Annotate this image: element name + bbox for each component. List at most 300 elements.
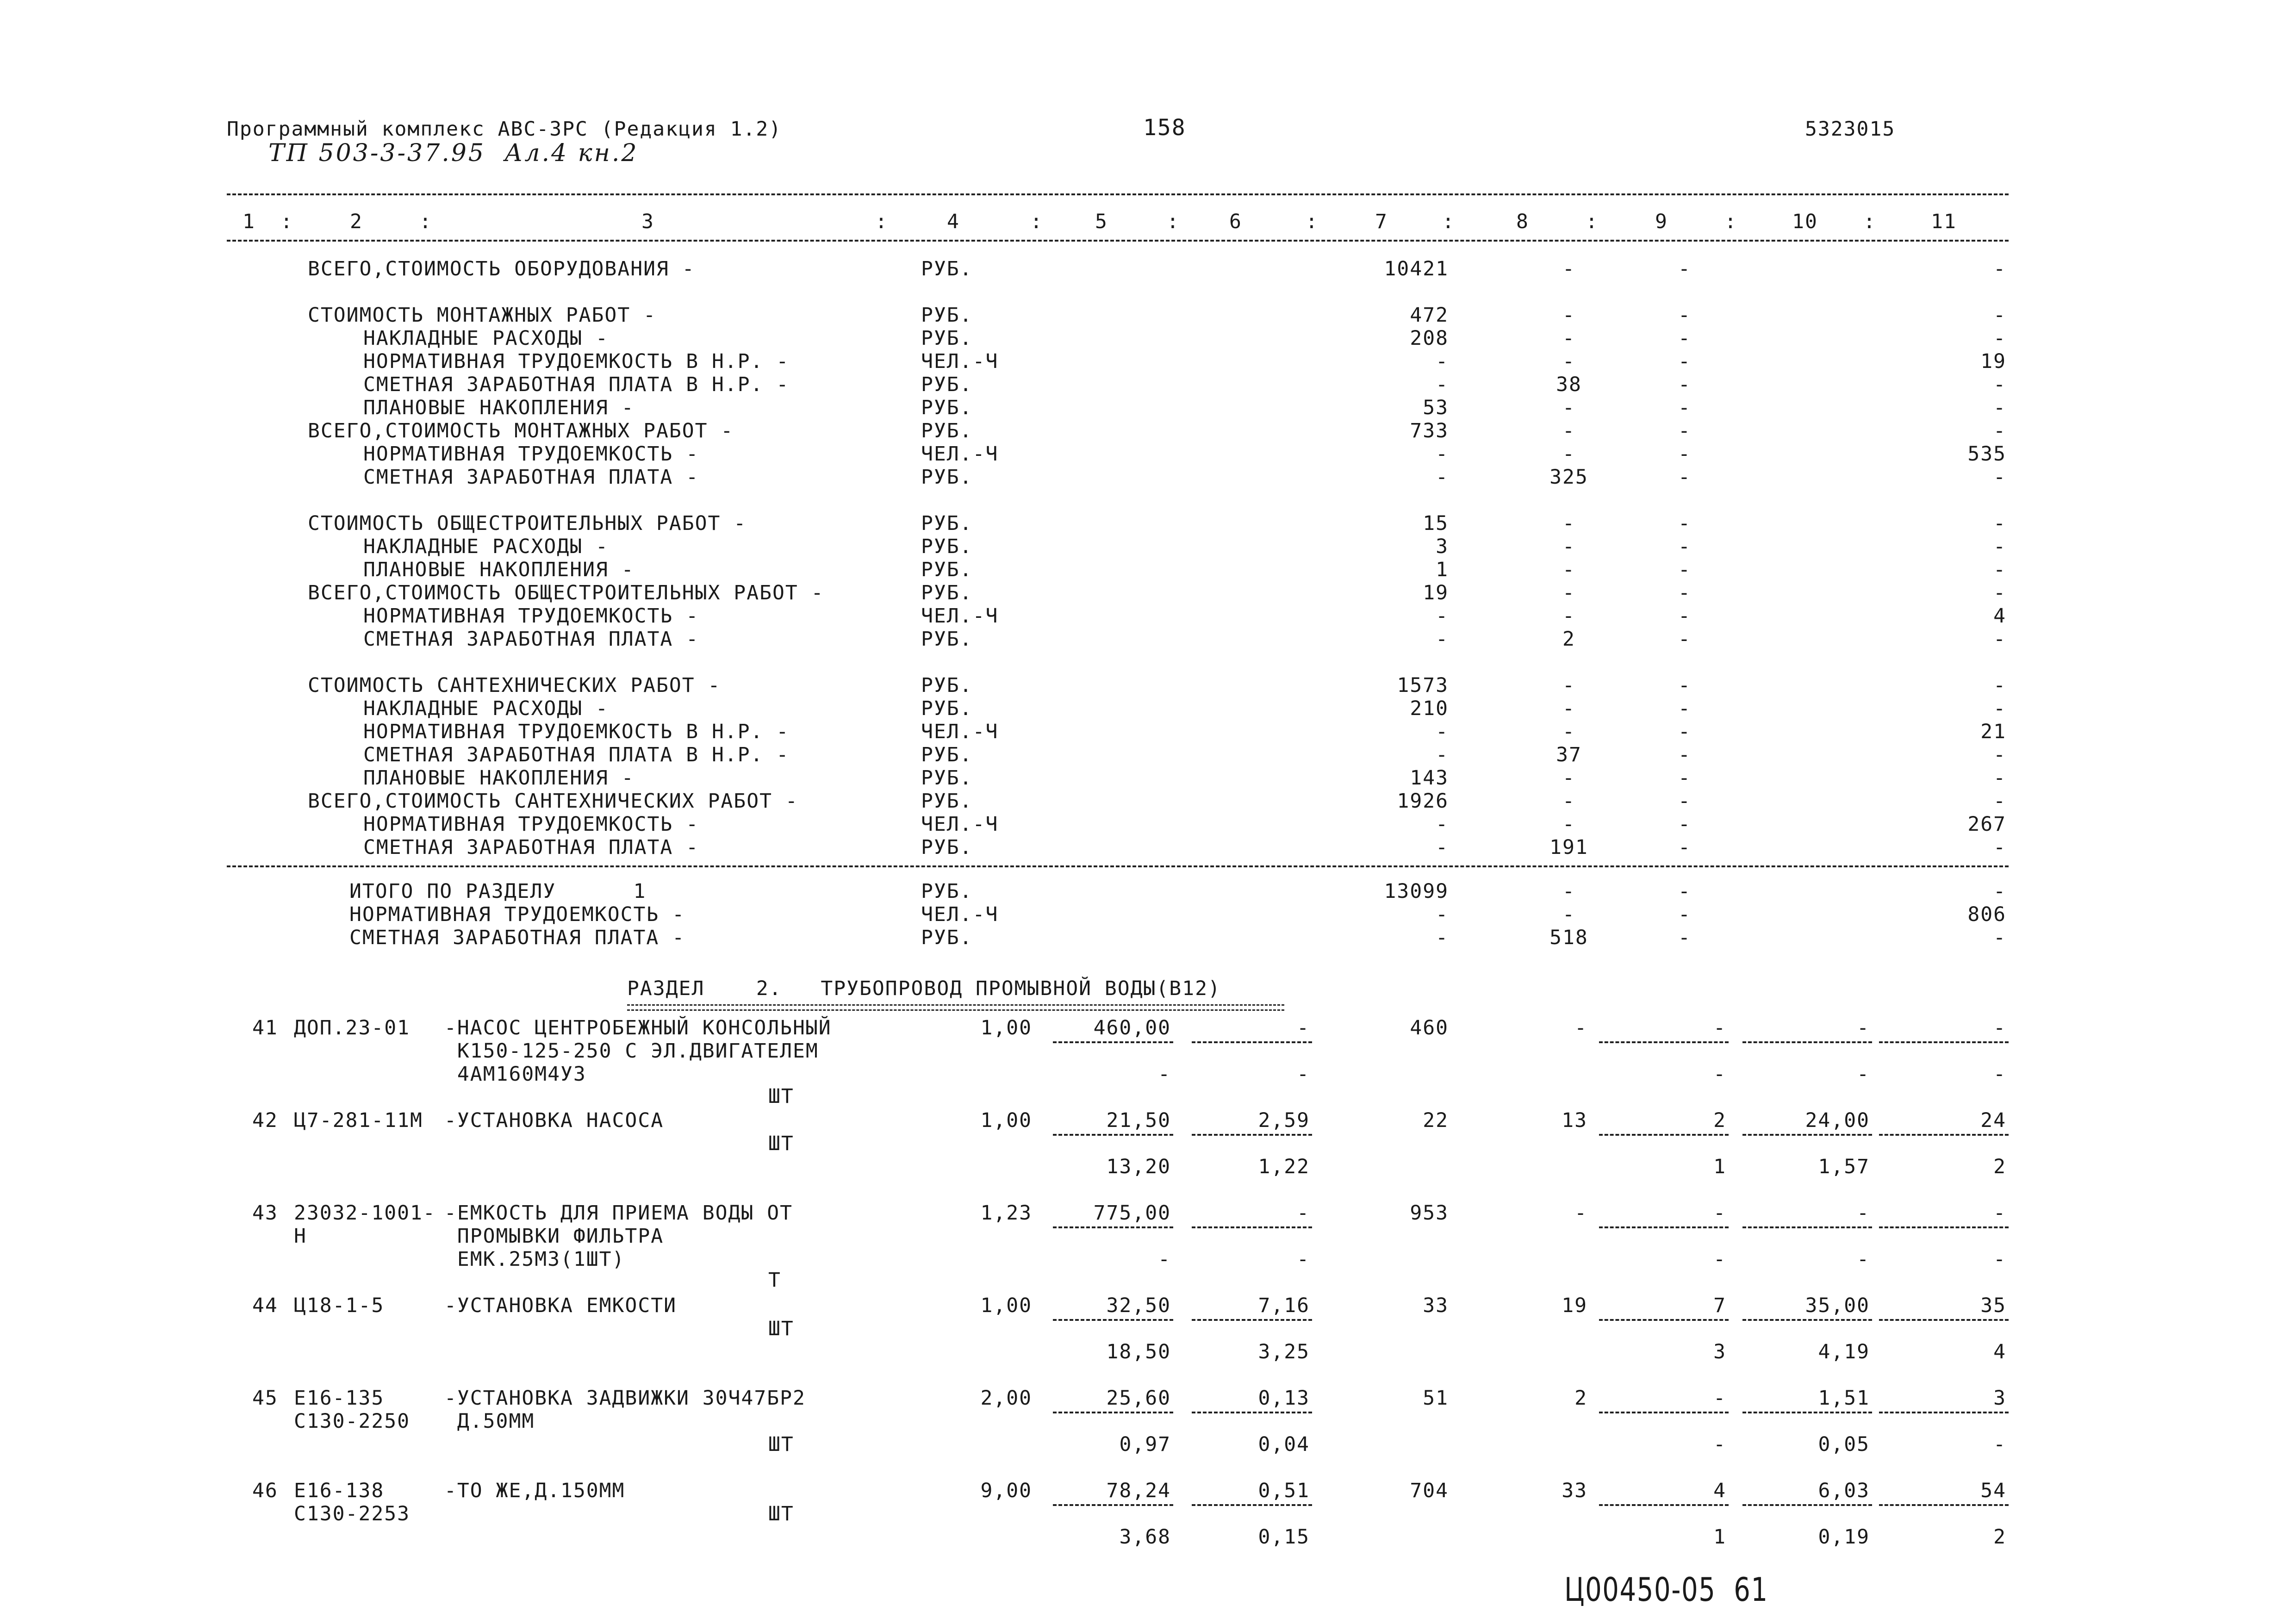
summary-row-col9: - xyxy=(1678,442,1691,466)
item-code: 23032-1001- xyxy=(294,1201,436,1225)
total-row-col8: - xyxy=(1562,903,1575,926)
item-machine-cost: 2,59 xyxy=(1258,1109,1310,1132)
item-col11: 54 xyxy=(1980,1479,2006,1502)
item-col8: 13 xyxy=(1562,1109,1587,1132)
item-total-cost: 51 xyxy=(1423,1387,1449,1410)
summary-row-col7: - xyxy=(1436,720,1449,743)
summary-row-unit: РУБ. xyxy=(921,257,973,280)
summary-row-unit: РУБ. xyxy=(921,373,973,396)
total-row-col7: - xyxy=(1436,903,1449,926)
total-row-col8: - xyxy=(1562,880,1575,903)
item-col10: 1,51 xyxy=(1818,1387,1870,1410)
fraction-line xyxy=(1053,1319,1173,1321)
summary-row-label: НОРМАТИВНАЯ ТРУДОЕМКОСТЬ В Н.Р. - xyxy=(363,720,790,743)
item-col9-wage: - xyxy=(1713,1248,1726,1271)
item-code: Н xyxy=(294,1225,307,1248)
item-col8: - xyxy=(1574,1016,1587,1039)
rule-top xyxy=(227,193,2009,195)
item-col8: 2 xyxy=(1574,1387,1587,1410)
summary-row-col8: 191 xyxy=(1549,836,1588,859)
fraction-line xyxy=(1192,1319,1312,1321)
fraction-line xyxy=(1053,1226,1173,1228)
fraction-line xyxy=(1599,1504,1729,1506)
item-description: 4АМ160М4У3 xyxy=(444,1063,586,1086)
summary-row-label: ПЛАНОВЫЕ НАКОПЛЕНИЯ - xyxy=(363,766,635,790)
fraction-line xyxy=(1192,1041,1312,1043)
summary-row-col11: 267 xyxy=(1967,813,2006,836)
column-separator: : xyxy=(875,210,888,233)
summary-row-col7: - xyxy=(1436,350,1449,373)
item-number: 46 xyxy=(252,1479,278,1502)
fraction-line xyxy=(1192,1134,1312,1136)
section-2-title-underline xyxy=(627,1004,1284,1011)
summary-row-col8: - xyxy=(1562,419,1575,442)
item-machine-cost: - xyxy=(1297,1016,1310,1039)
item-col10-wage: 4,19 xyxy=(1818,1340,1870,1363)
item-description: К150-125-250 С ЭЛ.ДВИГАТЕЛЕМ xyxy=(444,1039,819,1063)
fraction-line xyxy=(1742,1041,1872,1043)
fraction-line xyxy=(1742,1412,1872,1413)
item-unit: ШТ xyxy=(768,1502,794,1525)
fraction-line xyxy=(1192,1412,1312,1413)
column-header-8: 8 xyxy=(1516,210,1529,233)
summary-row-unit: ЧЕЛ.-Ч xyxy=(921,813,999,836)
item-col8: 33 xyxy=(1562,1479,1587,1502)
item-code: Ц18-1-5 xyxy=(294,1294,385,1317)
summary-row-col8: - xyxy=(1562,327,1575,350)
summary-row-col9: - xyxy=(1678,604,1691,628)
fraction-line xyxy=(1192,1226,1312,1228)
total-row-unit: РУБ. xyxy=(921,880,973,903)
item-total-cost: 33 xyxy=(1423,1294,1449,1317)
summary-row-col8: - xyxy=(1562,604,1575,628)
summary-row-col11: - xyxy=(1993,558,2006,581)
summary-row-col11: - xyxy=(1993,327,2006,350)
summary-row-label: СМЕТНАЯ ЗАРАБОТНАЯ ПЛАТА - xyxy=(363,466,699,489)
summary-row-unit: РУБ. xyxy=(921,396,973,419)
column-separator: : xyxy=(1167,210,1180,233)
summary-row-unit: ЧЕЛ.-Ч xyxy=(921,442,999,466)
summary-row-label: НОРМАТИВНАЯ ТРУДОЕМКОСТЬ В Н.Р. - xyxy=(363,350,790,373)
total-row-col9: - xyxy=(1678,880,1691,903)
summary-row-unit: РУБ. xyxy=(921,766,973,790)
column-separator: : xyxy=(1586,210,1599,233)
summary-row-col7: 10421 xyxy=(1384,257,1449,280)
item-number: 43 xyxy=(252,1201,278,1225)
item-code: С130-2250 xyxy=(294,1410,410,1433)
item-unit-price: 21,50 xyxy=(1106,1109,1171,1132)
summary-row-label: ВСЕГО,СТОИМОСТЬ САНТЕХНИЧЕСКИХ РАБОТ - xyxy=(308,790,798,813)
total-row-label: ИТОГО ПО РАЗДЕЛУ 1 xyxy=(349,880,647,903)
summary-row-col11: - xyxy=(1993,466,2006,489)
program-header: Программный комплекс АВС-3РС (Редакция 1.2) xyxy=(227,118,782,141)
fraction-line xyxy=(1742,1504,1872,1506)
item-col11-wage: - xyxy=(1993,1248,2006,1271)
item-wage-per-unit: - xyxy=(1158,1063,1171,1086)
summary-row-col9: - xyxy=(1678,350,1691,373)
item-col10-wage: 0,05 xyxy=(1818,1433,1870,1456)
summary-row-col8: - xyxy=(1562,674,1575,697)
summary-row-col11: - xyxy=(1993,674,2006,697)
column-header-10: 10 xyxy=(1792,210,1818,233)
item-col11-wage: 4 xyxy=(1993,1340,2006,1363)
item-code: Е16-135 xyxy=(294,1387,385,1410)
item-total-cost: 460 xyxy=(1410,1016,1449,1039)
total-row-label: СМЕТНАЯ ЗАРАБОТНАЯ ПЛАТА - xyxy=(349,926,685,949)
summary-row-label: НОРМАТИВНАЯ ТРУДОЕМКОСТЬ - xyxy=(363,604,699,628)
item-col10-wage: - xyxy=(1857,1063,1870,1086)
summary-row-col7: - xyxy=(1436,442,1449,466)
summary-row-col8: - xyxy=(1562,790,1575,813)
column-header-9: 9 xyxy=(1655,210,1668,233)
summary-row-col9: - xyxy=(1678,419,1691,442)
fraction-line xyxy=(1879,1134,2009,1136)
item-col11-wage: - xyxy=(1993,1063,2006,1086)
summary-row-col9: - xyxy=(1678,396,1691,419)
summary-row-label: ВСЕГО,СТОИМОСТЬ ОБЩЕСТРОИТЕЛЬНЫХ РАБОТ - xyxy=(308,581,824,604)
fraction-line xyxy=(1879,1319,2009,1321)
item-wage-per-unit: - xyxy=(1158,1248,1171,1271)
item-description: -УСТАНОВКА ЕМКОСТИ xyxy=(444,1294,677,1317)
item-machine-cost: 0,13 xyxy=(1258,1387,1310,1410)
summary-row-col8: - xyxy=(1562,442,1575,466)
summary-row-label: НОРМАТИВНАЯ ТРУДОЕМКОСТЬ - xyxy=(363,442,699,466)
column-separator: : xyxy=(1030,210,1043,233)
summary-row-unit: РУБ. xyxy=(921,790,973,813)
summary-row-col11: - xyxy=(1993,535,2006,558)
summary-row-col9: - xyxy=(1678,836,1691,859)
summary-row-col7: 19 xyxy=(1423,581,1449,604)
summary-row-col9: - xyxy=(1678,697,1691,720)
item-quantity: 1,00 xyxy=(980,1109,1032,1132)
summary-row-unit: ЧЕЛ.-Ч xyxy=(921,720,999,743)
item-col10: - xyxy=(1857,1016,1870,1039)
summary-row-col7: 15 xyxy=(1423,512,1449,535)
column-header-3: 3 xyxy=(641,210,654,233)
item-col11-wage: 2 xyxy=(1993,1155,2006,1178)
summary-row-col8: - xyxy=(1562,512,1575,535)
summary-row-label: НАКЛАДНЫЕ РАСХОДЫ - xyxy=(363,697,609,720)
rule-under-header xyxy=(227,240,2009,242)
item-description: -ЕМКОСТЬ ДЛЯ ПРИЕМА ВОДЫ ОТ xyxy=(444,1201,793,1225)
item-quantity: 1,00 xyxy=(980,1016,1032,1039)
item-col9-wage: 1 xyxy=(1713,1525,1726,1549)
summary-row-col7: - xyxy=(1436,813,1449,836)
summary-row-col11: - xyxy=(1993,396,2006,419)
item-number: 41 xyxy=(252,1016,278,1039)
summary-row-col11: - xyxy=(1993,257,2006,280)
item-number: 44 xyxy=(252,1294,278,1317)
summary-row-col7: 143 xyxy=(1410,766,1449,790)
item-description: -УСТАНОВКА ЗАДВИЖКИ 30Ч47БР2 xyxy=(444,1387,806,1410)
summary-row-col9: - xyxy=(1678,628,1691,651)
summary-row-col9: - xyxy=(1678,558,1691,581)
summary-row-col9: - xyxy=(1678,304,1691,327)
summary-row-unit: РУБ. xyxy=(921,628,973,651)
summary-row-col9: - xyxy=(1678,720,1691,743)
summary-row-col11: - xyxy=(1993,581,2006,604)
summary-row-col7: 3 xyxy=(1436,535,1449,558)
item-unit-price: 78,24 xyxy=(1106,1479,1171,1502)
summary-row-col8: - xyxy=(1562,813,1575,836)
summary-row-col11: - xyxy=(1993,419,2006,442)
item-col9: 2 xyxy=(1713,1109,1726,1132)
item-col10-wage: - xyxy=(1857,1248,1870,1271)
summary-row-col8: - xyxy=(1562,350,1575,373)
summary-row-col8: - xyxy=(1562,697,1575,720)
item-wage-per-unit: 3,68 xyxy=(1119,1525,1171,1549)
summary-row-col9: - xyxy=(1678,535,1691,558)
fraction-line xyxy=(1599,1041,1729,1043)
summary-row-col7: - xyxy=(1436,373,1449,396)
summary-row-col7: 1 xyxy=(1436,558,1449,581)
item-code: С130-2253 xyxy=(294,1502,410,1525)
item-col11: - xyxy=(1993,1201,2006,1225)
item-machine-wage: 1,22 xyxy=(1258,1155,1310,1178)
item-col11: 24 xyxy=(1980,1109,2006,1132)
item-quantity: 1,00 xyxy=(980,1294,1032,1317)
item-col10: 35,00 xyxy=(1805,1294,1870,1317)
summary-row-col7: 53 xyxy=(1423,396,1449,419)
item-description: Д.50ММ xyxy=(444,1410,535,1433)
summary-row-unit: ЧЕЛ.-Ч xyxy=(921,350,999,373)
column-header-5: 5 xyxy=(1095,210,1108,233)
document-code: 5323015 xyxy=(1805,118,1896,141)
summary-row-unit: РУБ. xyxy=(921,743,973,766)
item-col11: 3 xyxy=(1993,1387,2006,1410)
summary-row-col8: - xyxy=(1562,720,1575,743)
summary-row-col11: 19 xyxy=(1980,350,2006,373)
summary-row-label: ВСЕГО,СТОИМОСТЬ ОБОРУДОВАНИЯ - xyxy=(308,257,695,280)
summary-row-unit: РУБ. xyxy=(921,581,973,604)
column-header-1: 1 xyxy=(243,210,255,233)
item-col11: - xyxy=(1993,1016,2006,1039)
total-row-label: НОРМАТИВНАЯ ТРУДОЕМКОСТЬ - xyxy=(349,903,685,926)
summary-row-unit: РУБ. xyxy=(921,674,973,697)
item-description: ПРОМЫВКИ ФИЛЬТРА xyxy=(444,1225,664,1248)
summary-row-col11: - xyxy=(1993,766,2006,790)
total-row-unit: РУБ. xyxy=(921,926,973,949)
summary-row-col9: - xyxy=(1678,790,1691,813)
total-row-col9: - xyxy=(1678,903,1691,926)
column-header-4: 4 xyxy=(947,210,960,233)
fraction-line xyxy=(1879,1504,2009,1506)
summary-row-col9: - xyxy=(1678,581,1691,604)
summary-row-col9: - xyxy=(1678,743,1691,766)
summary-row-label: ВСЕГО,СТОИМОСТЬ МОНТАЖНЫХ РАБОТ - xyxy=(308,419,734,442)
fraction-line xyxy=(1599,1319,1729,1321)
column-separator: : xyxy=(1863,210,1876,233)
fraction-line xyxy=(1599,1134,1729,1136)
summary-row-col8: - xyxy=(1562,558,1575,581)
summary-row-label: СТОИМОСТЬ МОНТАЖНЫХ РАБОТ - xyxy=(308,304,656,327)
item-description: -УСТАНОВКА НАСОСА xyxy=(444,1109,664,1132)
summary-row-col11: - xyxy=(1993,743,2006,766)
summary-row-unit: РУБ. xyxy=(921,466,973,489)
summary-row-col7: - xyxy=(1436,466,1449,489)
fraction-line xyxy=(1053,1504,1173,1506)
item-col10-wage: 0,19 xyxy=(1818,1525,1870,1549)
summary-row-label: СМЕТНАЯ ЗАРАБОТНАЯ ПЛАТА В Н.Р. - xyxy=(363,373,790,396)
summary-row-col7: 733 xyxy=(1410,419,1449,442)
summary-row-col8: 37 xyxy=(1556,743,1582,766)
fraction-line xyxy=(1742,1319,1872,1321)
item-code: Ц7-281-11М xyxy=(294,1109,423,1132)
item-col9: 4 xyxy=(1713,1479,1726,1502)
column-separator: : xyxy=(1306,210,1319,233)
summary-row-col7: - xyxy=(1436,628,1449,651)
item-machine-wage: 0,04 xyxy=(1258,1433,1310,1456)
item-unit-price: 775,00 xyxy=(1093,1201,1171,1225)
item-total-cost: 22 xyxy=(1423,1109,1449,1132)
item-col9-wage: - xyxy=(1713,1433,1726,1456)
summary-row-col11: - xyxy=(1993,512,2006,535)
item-total-cost: 704 xyxy=(1410,1479,1449,1502)
summary-row-col8: - xyxy=(1562,766,1575,790)
item-col9-wage: 3 xyxy=(1713,1340,1726,1363)
summary-row-col7: - xyxy=(1436,743,1449,766)
item-col8: 19 xyxy=(1562,1294,1587,1317)
summary-row-unit: РУБ. xyxy=(921,512,973,535)
item-unit: Т xyxy=(768,1269,781,1292)
item-col10: - xyxy=(1857,1201,1870,1225)
fraction-line xyxy=(1879,1041,2009,1043)
summary-row-unit: РУБ. xyxy=(921,535,973,558)
summary-row-label: ПЛАНОВЫЕ НАКОПЛЕНИЯ - xyxy=(363,396,635,419)
summary-row-label: НОРМАТИВНАЯ ТРУДОЕМКОСТЬ - xyxy=(363,813,699,836)
summary-row-unit: РУБ. xyxy=(921,419,973,442)
item-number: 42 xyxy=(252,1109,278,1132)
item-col11: 35 xyxy=(1980,1294,2006,1317)
fraction-line xyxy=(1053,1041,1173,1043)
summary-row-label: ПЛАНОВЫЕ НАКОПЛЕНИЯ - xyxy=(363,558,635,581)
total-row-col11: - xyxy=(1993,926,2006,949)
item-col9: - xyxy=(1713,1201,1726,1225)
item-col11-wage: - xyxy=(1993,1433,2006,1456)
item-machine-wage: - xyxy=(1297,1063,1310,1086)
summary-row-col11: - xyxy=(1993,373,2006,396)
summary-row-unit: РУБ. xyxy=(921,558,973,581)
summary-row-col7: - xyxy=(1436,604,1449,628)
summary-row-col7: 210 xyxy=(1410,697,1449,720)
summary-row-col9: - xyxy=(1678,373,1691,396)
item-unit: ШТ xyxy=(768,1433,794,1456)
summary-row-col9: - xyxy=(1678,466,1691,489)
item-machine-wage: 0,15 xyxy=(1258,1525,1310,1549)
fraction-line xyxy=(1053,1412,1173,1413)
item-unit: ШТ xyxy=(768,1085,794,1108)
total-row-col7: - xyxy=(1436,926,1449,949)
summary-row-unit: ЧЕЛ.-Ч xyxy=(921,604,999,628)
summary-row-col7: 208 xyxy=(1410,327,1449,350)
summary-row-col11: 21 xyxy=(1980,720,2006,743)
item-quantity: 2,00 xyxy=(980,1387,1032,1410)
summary-row-unit: РУБ. xyxy=(921,327,973,350)
column-separator: : xyxy=(1724,210,1737,233)
summary-row-col11: 4 xyxy=(1993,604,2006,628)
total-row-col7: 13099 xyxy=(1384,880,1449,903)
summary-row-col8: - xyxy=(1562,581,1575,604)
summary-row-col8: - xyxy=(1562,257,1575,280)
item-wage-per-unit: 13,20 xyxy=(1106,1155,1171,1178)
item-unit: ШТ xyxy=(768,1317,794,1340)
item-number: 45 xyxy=(252,1387,278,1410)
total-row-col8: 518 xyxy=(1549,926,1588,949)
column-header-2: 2 xyxy=(350,210,363,233)
item-unit-price: 460,00 xyxy=(1093,1016,1171,1039)
summary-row-col11: - xyxy=(1993,697,2006,720)
fraction-line xyxy=(1879,1412,2009,1413)
item-machine-cost: - xyxy=(1297,1201,1310,1225)
column-header-6: 6 xyxy=(1229,210,1242,233)
item-machine-wage: - xyxy=(1297,1248,1310,1271)
item-unit-price: 25,60 xyxy=(1106,1387,1171,1410)
summary-row-col9: - xyxy=(1678,674,1691,697)
item-description: -НАСОС ЦЕНТРОБЕЖНЫЙ КОНСОЛЬНЫЙ xyxy=(444,1016,832,1039)
total-row-col11: 806 xyxy=(1967,903,2006,926)
item-wage-per-unit: 18,50 xyxy=(1106,1340,1171,1363)
summary-row-unit: РУБ. xyxy=(921,304,973,327)
summary-row-col8: - xyxy=(1562,396,1575,419)
item-col10: 24,00 xyxy=(1805,1109,1870,1132)
column-separator: : xyxy=(280,210,293,233)
item-col9: - xyxy=(1713,1016,1726,1039)
fraction-line xyxy=(1742,1226,1872,1228)
item-code: Е16-138 xyxy=(294,1479,385,1502)
summary-row-col11: - xyxy=(1993,836,2006,859)
item-machine-wage: 3,25 xyxy=(1258,1340,1310,1363)
item-col11-wage: 2 xyxy=(1993,1525,2006,1549)
column-header-11: 11 xyxy=(1931,210,1957,233)
item-description: -ТО ЖЕ,Д.150ММ xyxy=(444,1479,625,1502)
summary-row-unit: РУБ. xyxy=(921,836,973,859)
summary-row-col11: - xyxy=(1993,628,2006,651)
item-unit-price: 32,50 xyxy=(1106,1294,1171,1317)
summary-row-col8: - xyxy=(1562,535,1575,558)
summary-row-unit: РУБ. xyxy=(921,697,973,720)
rule-before-total xyxy=(227,865,2009,867)
summary-row-label: СМЕТНАЯ ЗАРАБОТНАЯ ПЛАТА - xyxy=(363,628,699,651)
summary-row-label: СМЕТНАЯ ЗАРАБОТНАЯ ПЛАТА - xyxy=(363,836,699,859)
section-2-title: РАЗДЕЛ 2. ТРУБОПРОВОД ПРОМЫВНОЙ ВОДЫ(В12) xyxy=(627,977,1221,1000)
item-col9: 7 xyxy=(1713,1294,1726,1317)
fraction-line xyxy=(1879,1226,2009,1228)
summary-row-col11: - xyxy=(1993,790,2006,813)
item-total-cost: 953 xyxy=(1410,1201,1449,1225)
total-row-unit: ЧЕЛ.-Ч xyxy=(921,903,999,926)
summary-row-col8: 38 xyxy=(1556,373,1582,396)
item-col9-wage: - xyxy=(1713,1063,1726,1086)
item-col9: - xyxy=(1713,1387,1726,1410)
summary-row-label: СМЕТНАЯ ЗАРАБОТНАЯ ПЛАТА В Н.Р. - xyxy=(363,743,790,766)
summary-row-col11: - xyxy=(1993,304,2006,327)
handwritten-reference: ТП 503-3-37.95 Ал.4 кн.2 xyxy=(268,139,639,167)
summary-row-col8: 325 xyxy=(1549,466,1588,489)
column-header-7: 7 xyxy=(1375,210,1388,233)
item-col8: - xyxy=(1574,1201,1587,1225)
column-separator: : xyxy=(419,210,432,233)
summary-row-label: СТОИМОСТЬ САНТЕХНИЧЕСКИХ РАБОТ - xyxy=(308,674,721,697)
summary-row-col8: 2 xyxy=(1562,628,1575,651)
summary-row-col7: 1926 xyxy=(1397,790,1449,813)
item-machine-cost: 7,16 xyxy=(1258,1294,1310,1317)
handwritten-footer: Ц00450-05 61 xyxy=(1564,1571,1768,1609)
summary-row-label: СТОИМОСТЬ ОБЩЕСТРОИТЕЛЬНЫХ РАБОТ - xyxy=(308,512,747,535)
total-row-col9: - xyxy=(1678,926,1691,949)
summary-row-label: НАКЛАДНЫЕ РАСХОДЫ - xyxy=(363,327,609,350)
summary-row-label: НАКЛАДНЫЕ РАСХОДЫ - xyxy=(363,535,609,558)
item-quantity: 1,23 xyxy=(980,1201,1032,1225)
